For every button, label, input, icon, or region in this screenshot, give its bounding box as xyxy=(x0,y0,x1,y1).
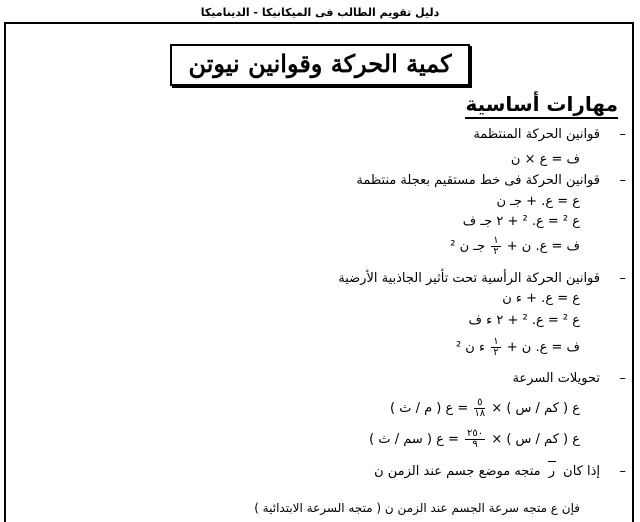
section-heading: مهارات أساسية xyxy=(465,92,618,119)
equation-7-left: ف = ع. ن + xyxy=(506,340,580,355)
position-vector-symbol: ر xyxy=(548,464,556,479)
equation-9 xyxy=(369,429,580,450)
equation-6: ع ² = ع. ² + ٢ ء ف xyxy=(468,313,580,328)
equation-4 xyxy=(450,236,580,257)
equation-8-left: ع ( كم / س ) × xyxy=(491,401,580,416)
equation-7 xyxy=(456,337,580,358)
fraction-5-18: $\frac{٥}{١٨}$ xyxy=(474,397,486,419)
page-header: دليل تقويم الطالب فى الميكانيكا - الديناميكا xyxy=(200,6,440,19)
equation-9-right: = ع ( سم / ث ) xyxy=(369,432,459,447)
equation-1: ف = ع × ن xyxy=(510,152,580,167)
equation-3: ع ² = ع. ² + ٢ جـ ف xyxy=(462,214,580,229)
equation-4-left: ف = ع. ن + xyxy=(506,239,580,254)
fraction-250-9: $\frac{٢٥٠}{٩}$ xyxy=(467,428,484,450)
equation-7-right: ء ن ² xyxy=(455,340,486,355)
equation-8 xyxy=(390,398,580,419)
bullet-vertical-motion: – قوانين الحركة الرأسية تحت تأثير الجاذبية الأرضية xyxy=(338,271,600,286)
equation-8-right: = ع ( م / ث ) xyxy=(390,401,469,416)
bullet-5-lead: إذا كان xyxy=(563,464,600,479)
bullet-velocity-conversion: – تحويلات السرعة xyxy=(512,371,600,386)
fraction-half: $\frac{١}{٢}$ xyxy=(493,235,499,257)
bullet-uniform-motion: – قوانين الحركة المنتظمة xyxy=(473,127,600,142)
bullet-5-rest: متجه موضع جسم عند الزمن ن xyxy=(374,464,541,479)
bullet-accelerated-motion: – قوانين الحركة فى خط مستقيم بعجلة منتظمة xyxy=(356,173,600,188)
fraction-half-2: $\frac{١}{٢}$ xyxy=(493,336,499,358)
equation-9-left: ع ( كم / س ) × xyxy=(491,432,580,447)
equation-2: ع = ع. + جـ ن xyxy=(496,194,580,209)
partial-line: فإن ع متجه سرعة الجسم عند الزمن ن ( متجه السرعة الابتدائية ) xyxy=(254,501,580,515)
equation-5: ع = ع. + ء ن xyxy=(502,291,580,306)
page-title: كمية الحركة وقوانين نيوتن xyxy=(170,44,470,86)
equation-4-right: جـ ن ² xyxy=(450,239,486,254)
bullet-position-vector xyxy=(374,464,600,479)
